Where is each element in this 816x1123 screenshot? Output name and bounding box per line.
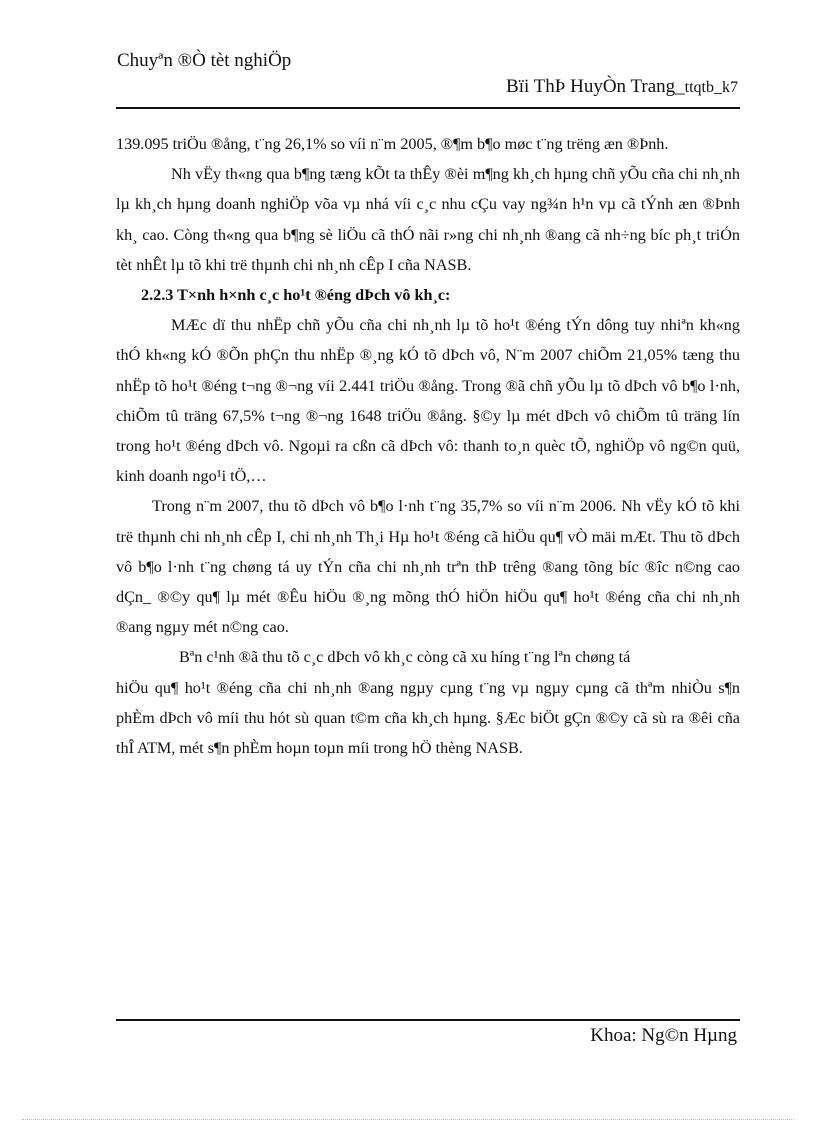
paragraph-6: hiÖu qu¶ ho¹t ®éng cña chi nh¸nh ®ang ngµy cµng t¨ng vµ ngµy cµng cã thªm nhiÒu s¶n phÈm dÞch vô míi thu hót sù quan t©m cña kh¸ch hµng. §Æc biÖt gÇn ®©y cã sù ra ®êi cña thÎ ATM, mét s¶n phÈm hoµn toµn míi trong hÖ thèng NASB. <box>116 678 740 758</box>
paragraph-1: 139.095 triÖu ®ång, t¨ng 26,1% so víi n¨m 2005, ®¶m b¶o møc t¨ng trëng æn ®Þnh. <box>116 135 669 153</box>
section-heading: 2.2.3 T×nh h×nh c¸c ho¹t ®éng dÞch vô kh¸c: <box>141 286 451 305</box>
footer-rule <box>116 1019 740 1021</box>
paragraph-2: Nh vËy th«ng qua b¶ng tæng kÕt ta thÊy ®èi m¶ng kh¸ch hµng chñ yÕu cña chi nh¸nh lµ kh¸ch hµng doanh nghiÖp võa vµ nhá víi c¸c nhu cÇu vay ng¾n h¹n vµ cã tÝnh æn ®Þnh kh¸ cao. Còng th«ng qua b¶ng sè liÖu cã thÓ nãi r»ng chi nh¸nh ®ang cã nh÷ng bíc ph¸t triÓn tèt nhÊt lµ tõ khi trë thµnh chi nh¸nh cÊp I cña NASB. <box>116 165 740 274</box>
paragraph-4: Trong n¨m 2007, thu tõ dÞch vô b¶o l·nh t¨ng 35,7% so víi n¨m 2006. Nh vËy kÓ tõ khi trë thµnh chi nh¸nh cÊp I, chi nh¸nh Th¸i Hµ ho¹t ®éng cã hiÖu qu¶ vÒ mäi mÆt. Thu tõ dÞch vô b¶o l·nh t¨ng chøng tá uy tÝn cña chi nh¸nh trªn thÞ trêng ®ang tõng bíc ®îc n©ng cao dÇn_ ®©y qu¶ lµ mét ®Êu hiÖu ®¸ng mõng thÓ hiÖn hiÖu qu¶ ho¹t ®éng cña chi nh¸nh ®ang ngµy mét n©ng cao. <box>116 497 740 637</box>
body-text <box>116 129 740 763</box>
header-author-class: ttqtb_k7 <box>684 79 738 96</box>
paragraph-3: MÆc dï thu nhËp chñ yÕu cña chi nh¸nh lµ tõ ho¹t ®éng tÝn dông tuy nhiªn kh«ng thÓ kh«ng kÓ ®Õn phÇn thu nhËp ®¸ng kÓ tõ dÞch vô, N¨m 2007 chiÕm 21,05% tæng thu nhËp tõ ho¹t ®éng t¬ng ®¬ng víi 2.441 triÖu ®ång. Trong ®ã chñ yÕu lµ tõ dÞch vô b¶o l·nh, chiÕm tû träng 67,5% t¬ng ®¬ng 1648 triÖu ®ång. §©y lµ mét dÞch vô chiÕm tû träng lín trong ho¹t ®éng dÞch vô. Ngoµi ra cßn cã dÞch vô: thanh to¸n quèc tÕ, nghiÖp vô ng©n quü, kinh doanh ngo¹i tÖ,… <box>116 316 740 486</box>
page-edge-dots <box>22 1119 794 1120</box>
header-author-name: Bïi ThÞ HuyÒn Trang_ <box>506 76 685 97</box>
footer-faculty: Khoa: Ng©n Hµng <box>590 1025 737 1046</box>
header-rule <box>116 107 740 109</box>
paragraph-5: Bªn c¹nh ®ã thu tõ c¸c dÞch vô kh¸c còng cã xu híng t¨ng lªn chøng tá <box>179 648 631 667</box>
header-author <box>506 76 738 98</box>
header-thesis-label: Chuyªn ®Ò tèt nghiÖp <box>117 50 292 71</box>
